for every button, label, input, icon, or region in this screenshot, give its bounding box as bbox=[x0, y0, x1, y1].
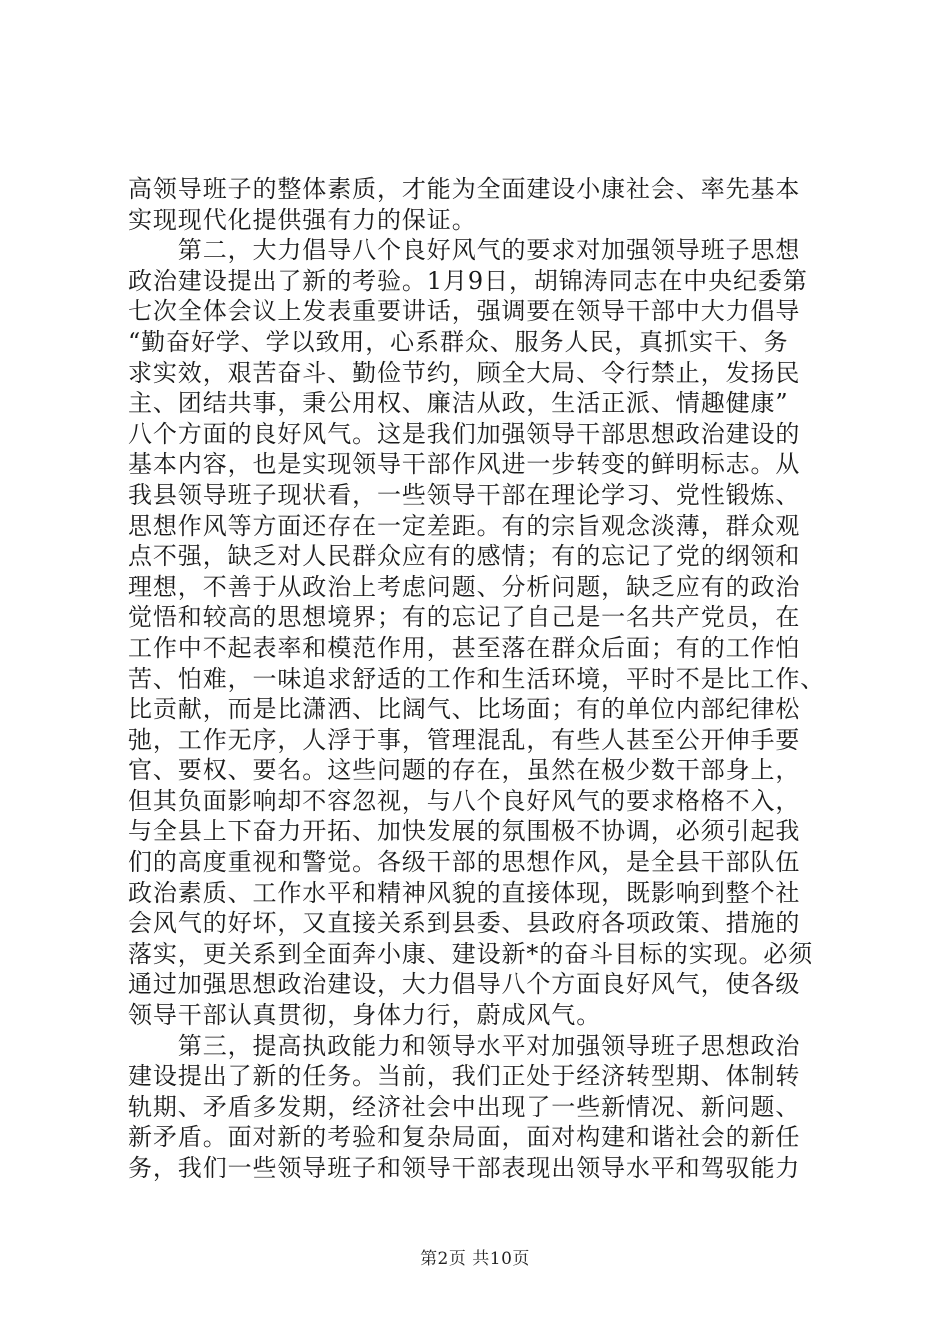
text-line: 高领导班子的整体素质，才能为全面建设小康社会、率先基本 bbox=[128, 175, 801, 203]
text-line: 官、要权、要名。这些问题的存在，虽然在极少数干部身上， bbox=[128, 756, 801, 785]
text-line: 实现现代化提供强有力的保证。 bbox=[128, 205, 477, 234]
text-line: 工作中不起表率和模范作用，甚至落在群众后面；有的工作怕 bbox=[128, 633, 801, 662]
text-line: 但其负面影响却不容忽视，与八个良好风气的要求格格不入， bbox=[128, 786, 801, 815]
text-line: 第二，大力倡导八个良好风气的要求对加强领导班子思想 bbox=[128, 236, 801, 265]
text-line: 与全县上下奋力开拓、加快发展的氛围极不协调，必须引起我 bbox=[128, 817, 801, 846]
text-line: 政治素质、工作水平和精神风貌的直接体现，既影响到整个社 bbox=[128, 878, 801, 907]
text-line: 领导干部认真贯彻，身体力行，蔚成风气。 bbox=[128, 1001, 602, 1030]
text-line: 会风气的好坏，又直接关系到县委、县政府各项政策、措施的 bbox=[128, 909, 801, 938]
text-line: 七次全体会议上发表重要讲话，强调要在领导干部中大力倡导 bbox=[128, 297, 801, 326]
text-line: 点不强，缺乏对人民群众应有的感情；有的忘记了党的纲领和 bbox=[128, 542, 801, 571]
text-line: 们的高度重视和警觉。各级干部的思想作风，是全县干部队伍 bbox=[128, 848, 801, 877]
text-line: 政治建设提出了新的考验。1月9日，胡锦涛同志在中央纪委第 bbox=[128, 266, 808, 295]
text-line: 我县领导班子现状看，一些领导干部在理论学习、党性锻炼、 bbox=[128, 480, 801, 509]
text-line: 觉悟和较高的思想境界；有的忘记了自己是一名共产党员，在 bbox=[128, 603, 801, 632]
text-line: 第三，提高执政能力和领导水平对加强领导班子思想政治 bbox=[128, 1031, 801, 1060]
text-line: 求实效，艰苦奋斗、勤俭节约，顾全大局、令行禁止，发扬民 bbox=[128, 358, 801, 387]
text-line: 思想作风等方面还存在一定差距。有的宗旨观念淡薄，群众观 bbox=[128, 511, 801, 540]
text-line: 通过加强思想政治建设，大力倡导八个方面良好风气，使各级 bbox=[128, 970, 801, 999]
text-line: 建设提出了新的任务。当前，我们正处于经济转型期、体制转 bbox=[128, 1062, 801, 1091]
body-text bbox=[128, 174, 928, 1184]
page-footer: 第2页 共10页 bbox=[420, 1249, 530, 1269]
text-line: 轨期、矛盾多发期，经济社会中出现了一些新情况、新问题、 bbox=[128, 1092, 801, 1121]
text-line: 苦、怕难，一味追求舒适的工作和生活环境，平时不是比工作、 bbox=[128, 664, 826, 693]
text-line: “勤奋好学、学以致用，心系群众、服务人民，真抓实干、务 bbox=[128, 327, 789, 356]
text-line: 主、团结共事，秉公用权、廉洁从政，生活正派、情趣健康” bbox=[128, 389, 789, 418]
text-line: 落实，更关系到全面奔小康、建设新*的奋斗目标的实现。必须 bbox=[128, 939, 814, 968]
text-line: 理想，不善于从政治上考虑问题、分析问题，缺乏应有的政治 bbox=[128, 572, 801, 601]
text-line: 新矛盾。面对新的考验和复杂局面，面对构建和谐社会的新任 bbox=[128, 1123, 801, 1152]
text-line: 八个方面的良好风气。这是我们加强领导干部思想政治建设的 bbox=[128, 419, 801, 448]
text-line: 务，我们一些领导班子和领导干部表现出领导水平和驾驭能力 bbox=[128, 1154, 801, 1182]
text-line: 比贡献，而是比潇洒、比阔气、比场面；有的单位内部纪律松 bbox=[128, 695, 801, 724]
text-line: 弛，工作无序，人浮于事，管理混乱，有些人甚至公开伸手要 bbox=[128, 725, 801, 754]
text-line: 基本内容，也是实现领导干部作风进一步转变的鲜明标志。从 bbox=[128, 450, 801, 479]
